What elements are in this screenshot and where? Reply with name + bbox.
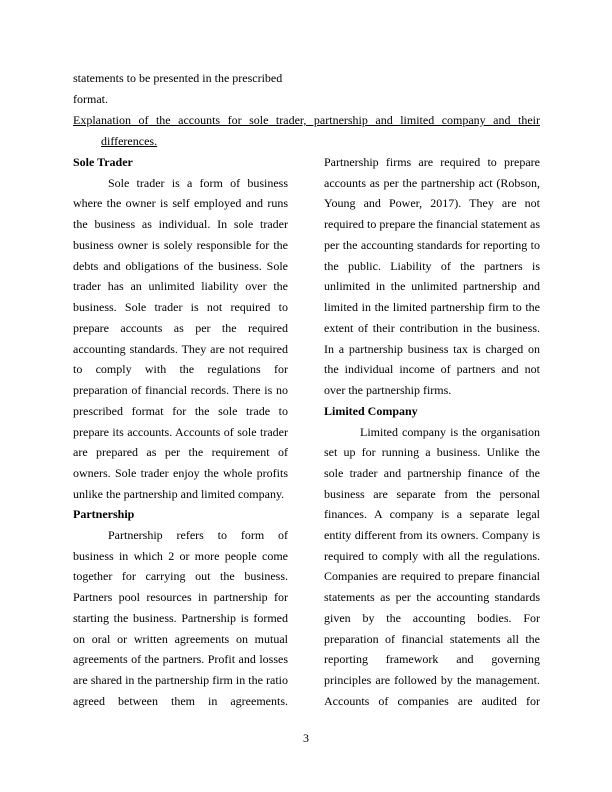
partnership-cont-line: Partnership firms are required to prepare [324,155,540,169]
partnership-line: Partners pool resources in partnership for [73,590,288,604]
limited-company-line: business are separate from the personal [324,487,540,501]
sole-trader-line: to comply with the regulations for [73,362,288,376]
sole-trader-title: Sole Trader [73,155,133,169]
partnership-cont-line: the individual income of partners and not [324,362,540,376]
limited-company-line: Limited company is the organisation [360,425,540,439]
sole-trader-line: owners. Sole trader enjoy the whole profits [73,466,288,480]
page-number: 3 [303,731,309,745]
limited-company-line: required to comply with all the regulations. [324,549,540,563]
intro-line: statements to be presented in the prescribed [73,71,283,85]
limited-company-line: statements as per the accounting standards [324,590,540,604]
partnership-cont-line: extent of their contribution in the business. [324,321,540,335]
partnership-line: are shared in the partnership firm in the ratio [73,673,288,687]
sole-trader-line: Sole trader is a form of business [108,176,288,190]
sole-trader-line: business. Sole trader is not required to [73,300,288,314]
limited-company-line: Accounts of companies are audited for [324,694,540,708]
limited-company-line: preparation of financial statements all the [324,632,540,646]
partnership-cont-line: limited in the limited partnership firm to the [324,300,540,314]
section-heading-cont: differences. [101,134,158,148]
partnership-line: starting the business. Partnership is formed [73,611,288,625]
partnership-cont-line: accounts as per the partnership act (Robson, [324,176,540,190]
limited-company-line: reporting framework and governing [324,652,540,666]
sole-trader-line: accounting standards. They are not required [73,342,288,356]
limited-company-line: given by the accounting bodies. For [324,611,540,625]
sole-trader-line: the business as individual. In sole trader [73,217,288,231]
intro-line: format. [73,92,108,106]
limited-company-line: entity different from its owners. Company is [324,528,540,542]
sole-trader-line: prescribed format for the sole trade to [73,404,288,418]
partnership-line: Partnership refers to form of [108,528,288,542]
sole-trader-line: are prepared as per the requirement of [73,445,288,459]
sole-trader-line: prepare its accounts. Accounts of sole trader [73,425,288,439]
limited-company-line: principles are followed by the management. [324,673,540,687]
partnership-cont-line: unlimited in the unlimited partnership and [324,279,540,293]
limited-company-title: Limited Company [324,404,418,418]
partnership-cont-line: In a partnership business tax is charged on [324,342,540,356]
limited-company-line: sole trader and partnership finance of the [324,466,540,480]
partnership-line: agreed between them in agreements. [73,694,288,708]
sole-trader-line: trader has an unlimited liability over the [73,279,288,293]
sole-trader-line: business owner is solely responsible for the [73,238,288,252]
partnership-cont-line: per the accounting standards for reporting to [324,238,540,252]
limited-company-line: finances. A company is a separate legal [324,507,540,521]
partnership-cont-line: Young and Power, 2017). They are not [324,196,540,210]
partnership-cont-line: the public. Liability of the partners is [324,259,540,273]
limited-company-line: Companies are required to prepare financial [324,569,540,583]
section-heading: Explanation of the accounts for sole trader, partnership and limited company and their [73,113,540,127]
sole-trader-line: where the owner is self employed and runs [73,196,288,210]
sole-trader-line: preparation of financial records. There is no [73,383,288,397]
partnership-title: Partnership [73,507,135,521]
partnership-line: business in which 2 or more people come [73,549,288,563]
partnership-line: on oral or written agreements on mutual [73,632,288,646]
partnership-cont-line: required to prepare the financial statement as [324,217,540,231]
partnership-line: agreements of the partners. Profit and losses [73,652,288,666]
sole-trader-line: unlike the partnership and limited company. [73,487,285,501]
partnership-cont-line: over the partnership firms. [324,383,452,397]
limited-company-line: set up for running a business. Unlike the [324,445,540,459]
partnership-line: together for carrying out the business. [73,569,288,583]
sole-trader-line: debts and obligations of the business. Sole [73,259,288,273]
sole-trader-line: prepare accounts as per the required [73,321,288,335]
